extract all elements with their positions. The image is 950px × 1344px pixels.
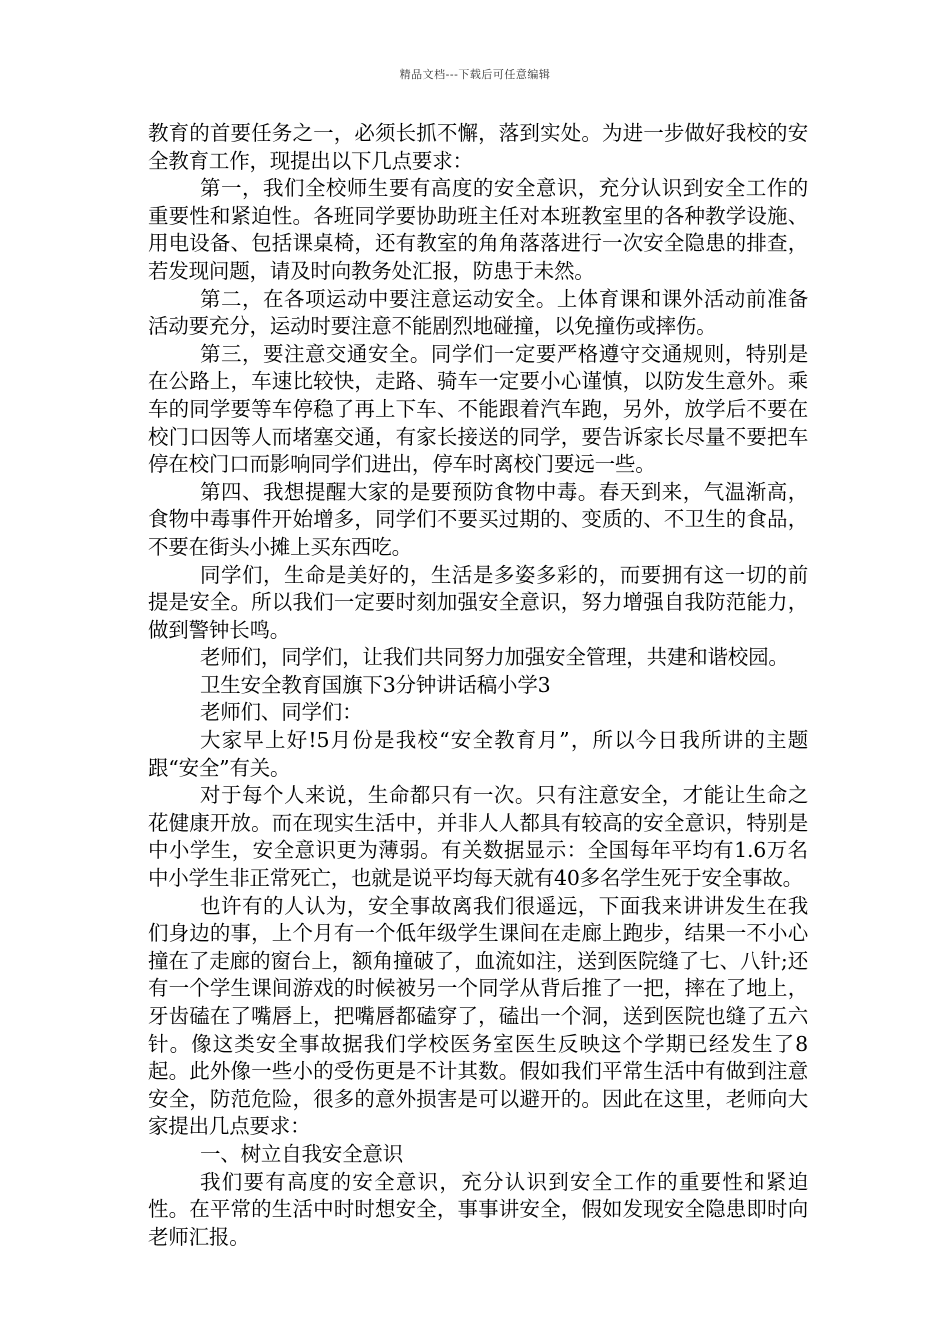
body-paragraph: 卫生安全教育国旗下3分钟讲话稿小学3 <box>200 672 551 697</box>
body-paragraph: 第二，在各项运动中要注意运动安全。上体育课和课外活动前准备活动要充分，运动时要注意不能剧烈地碰撞，以免撞伤或摔伤。 <box>148 286 808 339</box>
body-paragraph: 大家早上好!5月份是我校“安全教育月”，所以今日我所讲的主题跟“安全”有关。 <box>148 728 808 780</box>
body-paragraph: 老师们、同学们： <box>200 700 363 725</box>
body-paragraph: 一、树立自我安全意识 <box>200 1141 403 1166</box>
body-paragraph: 我们要有高度的安全意识，充分认识到安全工作的重要性和紧迫性。在平常的生活中时时想安全，事事讲安全，假如发现安全隐患即时向老师汇报。 <box>148 1169 808 1249</box>
body-paragraph: 第一，我们全校师生要有高度的安全意识，充分认识到安全工作的重要性和紧迫性。各班同学要协助班主任对本班教室里的各种教学设施、用电设备、包括课桌椅，还有教室的角角落落进行一次安全隐患的排查，若发现问题，请及时向教务处汇报，防患于未然。 <box>148 176 808 283</box>
body-paragraph: 老师们，同学们，让我们共同努力加强安全管理，共建和谐校园。 <box>200 645 789 670</box>
body-paragraph: 第三，要注意交通安全。同学们一定要严格遵守交通规则，特别是在公路上，车速比较快，走路、骑车一定要小心谨慎，以防发生意外。乘车的同学要等车停稳了再上下车、不能跟着汽车跑，另外，放学后不要在校门口因等人而堵塞交通，有家长接送的同学，要告诉家长尽量不要把车停在校门口而影响同学们进出，停车时离校门要远一些。 <box>148 341 808 477</box>
page-header-note: 精品文档---下载后可任意编辑 <box>399 68 551 81</box>
body-paragraph: 对于每个人来说，生命都只有一次。只有注意安全，才能让生命之花健康开放。而在现实生活中，并非人人都具有较高的安全意识，特别是中小学生，安全意识更为薄弱。有关数据显示：全国每年平均有1.6万名中小学生非正常死亡，也就是说平均每天就有40多名学生死于安全事故。 <box>148 783 808 891</box>
body-paragraph: 也许有的人认为，安全事故离我们很遥远，下面我来讲讲发生在我们身边的事，上个月有一个低年级学生课间在走廊上跑步，结果一不小心撞在了走廊的窗台上，额角撞破了，血流如注，送到医院缝了七、八针;还有一个学生课间游戏的时候被另一个同学从背后推了一把，摔在了地上，牙齿磕在了嘴唇上，把嘴唇都磕穿了，磕出一个洞，送到医院也缝了五六针。像这类安全事故据我们学校医务室医生反映这个学期已经发生了8起。此外像一些小的受伤更是不计其数。假如我们平常生活中有做到注意安全，防范危险，很多的意外损害是可以避开的。因此在这里，老师向大家提出几点要求： <box>148 893 808 1139</box>
body-paragraph: 同学们，生命是美好的，生活是多姿多彩的，而要拥有这一切的前提是安全。所以我们一定要时刻加强安全意识，努力增强自我防范能力，做到警钟长鸣。 <box>148 562 808 642</box>
body-paragraph: 教育的首要任务之一，必须长抓不懈，落到实处。为进一步做好我校的安全教育工作，现提出以下几点要求： <box>148 121 808 173</box>
document-body <box>148 120 808 1251</box>
body-paragraph: 第四、我想提醒大家的是要预防食物中毒。春天到来，气温渐高，食物中毒事件开始增多，同学们不要买过期的、变质的、不卫生的食品，不要在街头小摊上买东西吃。 <box>148 479 808 559</box>
